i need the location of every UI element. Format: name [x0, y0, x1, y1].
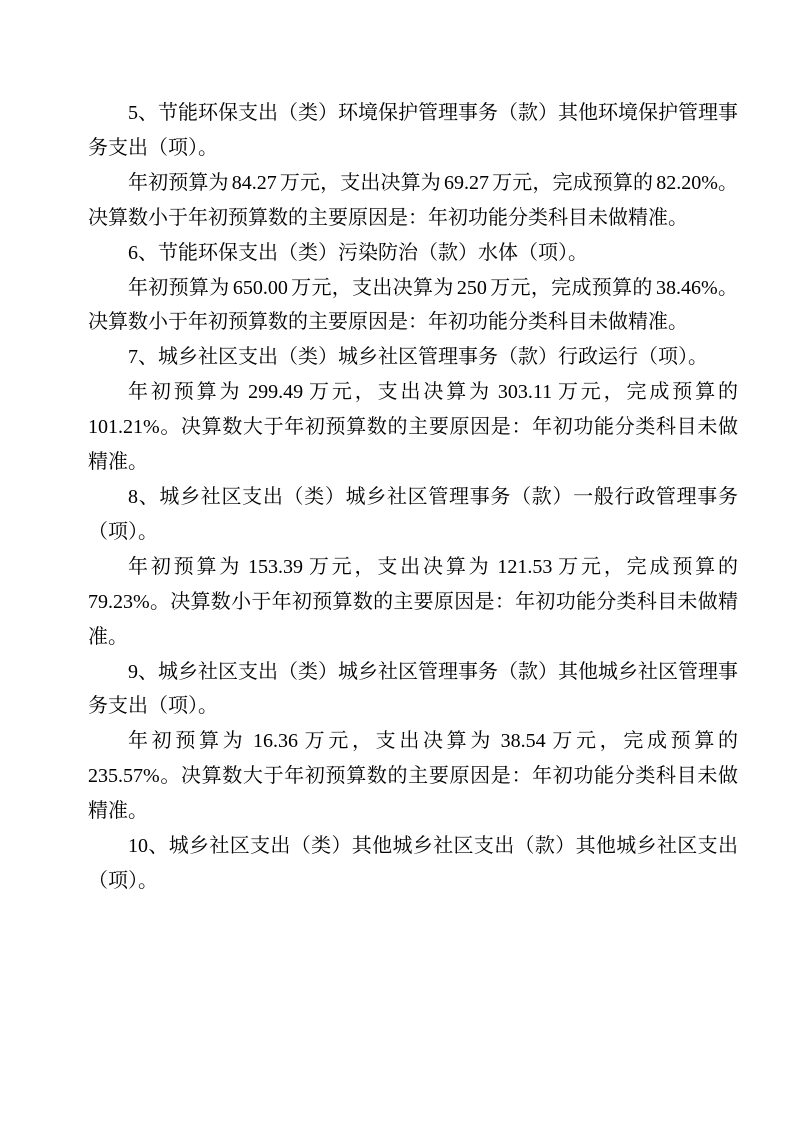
paragraph: 9、城乡社区支出（类）城乡社区管理事务（款）其他城乡社区管理事务支出（项）。: [88, 660, 738, 718]
document-body-text: [88, 96, 738, 899]
paragraph: 年初预算为 650.00 万元，支出决算为 250 万元，完成预算的 38.46%。决算数小于年初预算数的主要原因是：年初功能分类科目未做精准。: [88, 276, 738, 334]
paragraph: 10、城乡社区支出（类）其他城乡社区支出（款）其他城乡社区支出（项）。: [88, 835, 738, 892]
paragraph: 5、节能环保支出（类）环境保护管理事务（款）其他环境保护管理事务支出（项）。: [88, 102, 738, 159]
paragraph: 8、城乡社区支出（类）城乡社区管理事务（款）一般行政管理事务（项）。: [88, 485, 738, 543]
paragraph: 年初预算为 84.27 万元，支出决算为 69.27 万元，完成预算的 82.20%。决算数小于年初预算数的主要原因是：年初功能分类科目未做精准。: [88, 171, 738, 229]
paragraph: 年初预算为 153.39 万元，支出决算为 121.53 万元，完成预算的 79.23%。决算数小于年初预算数的主要原因是：年初功能分类科目未做精准。: [88, 555, 738, 648]
paragraph: 年初预算为 16.36 万元，支出决算为 38.54 万元，完成预算的 235.57%。决算数大于年初预算数的主要原因是：年初功能分类科目未做精准。: [88, 730, 738, 823]
paragraph: 6、节能环保支出（类）污染防治（款）水体（项）。: [128, 241, 588, 264]
paragraph: 年初预算为 299.49 万元，支出决算为 303.11 万元，完成预算的 101.21%。决算数大于年初预算数的主要原因是：年初功能分类科目未做精准。: [88, 381, 738, 474]
paragraph: 7、城乡社区支出（类）城乡社区管理事务（款）行政运行（项）。: [128, 346, 708, 369]
